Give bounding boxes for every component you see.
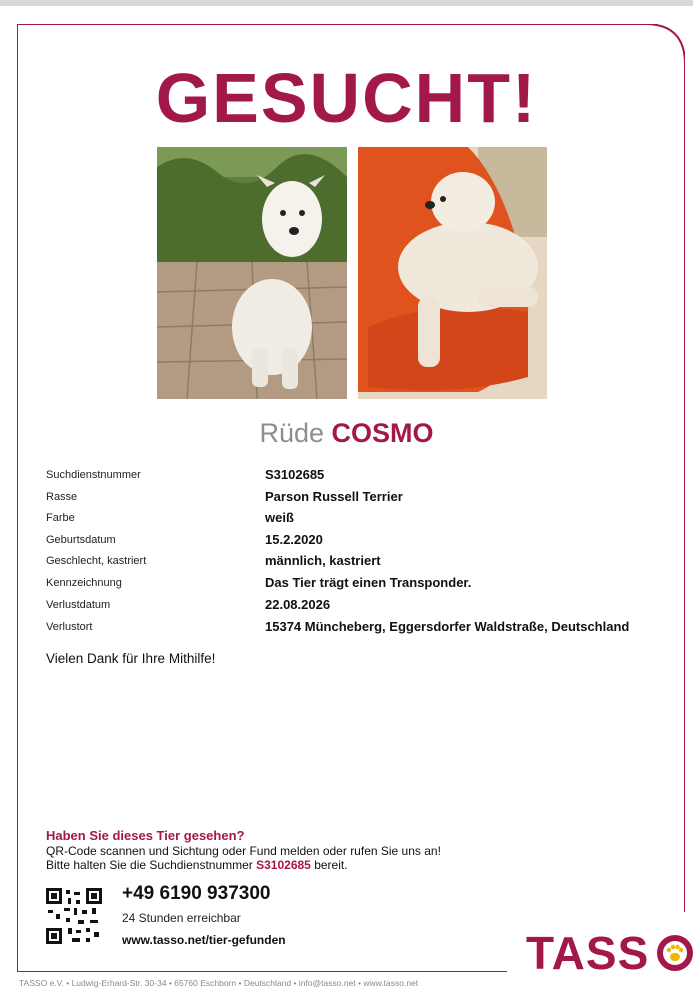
- contact-instruction: QR-Code scannen und Sichtung oder Fund melden oder rufen Sie uns an!: [46, 844, 441, 858]
- detail-row: [46, 597, 666, 617]
- availability-text: 24 Stunden erreichbar: [122, 911, 241, 925]
- detail-row: [46, 510, 666, 530]
- detail-value: 15.2.2020: [265, 532, 323, 547]
- pet-sex: Rüde: [259, 418, 324, 448]
- contact-question: Haben Sie dieses Tier gesehen?: [46, 828, 245, 843]
- detail-value: männlich, kastriert: [265, 553, 381, 568]
- detail-value: S3102685: [265, 467, 325, 482]
- detail-value: 22.08.2026: [265, 597, 331, 612]
- detail-value: Parson Russell Terrier: [265, 489, 403, 504]
- detail-label: Geschlecht, kastriert: [46, 555, 147, 567]
- website-link[interactable]: www.tasso.net/tier-gefunden: [122, 933, 286, 947]
- qr-code-icon[interactable]: [46, 888, 102, 944]
- detail-row: [46, 553, 666, 573]
- contact-reference: [46, 858, 348, 872]
- dog-photo-chair: [358, 147, 547, 399]
- tasso-logo-text: TASS: [526, 927, 650, 979]
- detail-value: weiß: [265, 510, 294, 525]
- dog-photo-garden: [157, 147, 347, 399]
- detail-label: Suchdienstnummer: [46, 469, 141, 481]
- detail-row: [46, 489, 666, 509]
- thanks-text: Vielen Dank für Ihre Mithilfe!: [46, 651, 216, 666]
- reference-text-after: bereit.: [310, 858, 348, 872]
- pet-name: COSMO: [331, 418, 434, 448]
- detail-label: Farbe: [46, 512, 75, 524]
- detail-label: Geburtsdatum: [46, 534, 116, 546]
- paw-icon: [656, 934, 693, 972]
- reference-text-before: Bitte halten Sie die Suchdienstnummer: [46, 858, 257, 872]
- footer-address: TASSO e.V. • Ludwig-Erhard-Str. 30-34 • 65760 Eschborn • Deutschland • info@tasso.net • www.tasso.net: [19, 978, 419, 988]
- headline: GESUCHT!: [155, 59, 538, 137]
- detail-label: Rasse: [46, 491, 78, 503]
- detail-value: 15374 Müncheberg, Eggersdorfer Waldstraße, Deutschland: [265, 619, 630, 634]
- detail-row: [46, 467, 666, 487]
- detail-label: Kennzeichnung: [46, 577, 122, 589]
- pet-title: [0, 415, 693, 451]
- detail-row: [46, 619, 666, 639]
- detail-row: [46, 575, 666, 595]
- phone-number[interactable]: +49 6190 937300: [122, 883, 271, 904]
- reference-number: S3102685: [256, 858, 311, 872]
- detail-value: Das Tier trägt einen Transponder.: [265, 575, 472, 590]
- detail-label: Verlustdatum: [46, 599, 111, 611]
- detail-row: [46, 532, 666, 552]
- detail-label: Verlustort: [46, 621, 93, 633]
